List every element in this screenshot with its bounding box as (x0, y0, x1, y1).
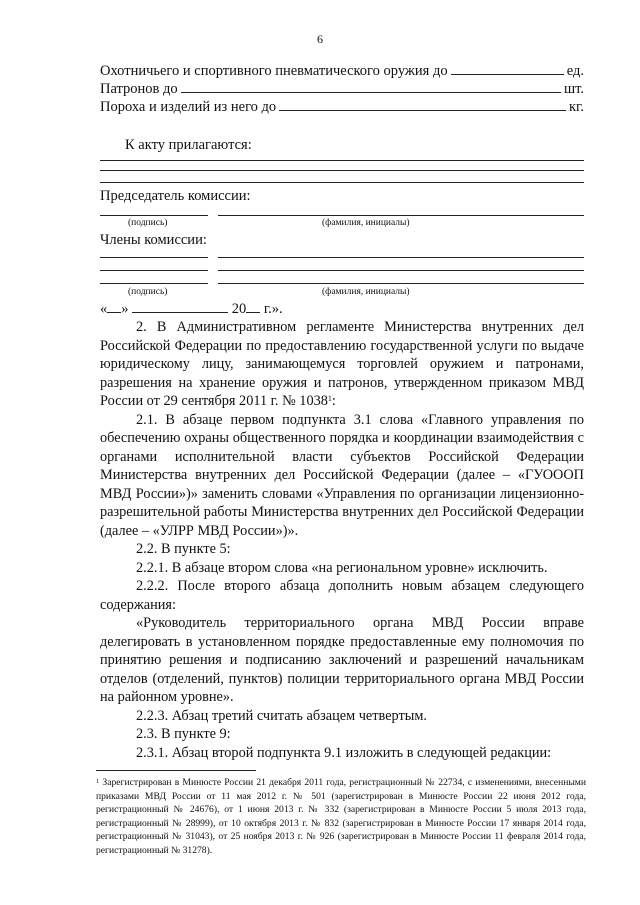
cartridges-blank (181, 80, 561, 93)
chairman-signature-caption: (подпись) (128, 218, 168, 228)
paragraph-2-1: 2.1. В абзаце первом подпункта 3.1 слова «Главного управления по обеспечению охраны общественного порядка и координации взаимодействия с органами исполнительной власти субъектов Российской Федерации Министерства внутренних дел Российской Федерации (далее – «ГУОООП МВД России»)» заменить словами «Управления по организации лицензионно-разрешительной работы Министерства внутренних дел Российской Федерации (далее – «УЛРР МВД России»)». (100, 411, 584, 539)
paragraph-2-3: 2.3. В пункте 9: (136, 726, 231, 742)
paragraph-2-3-1: 2.3.1. Абзац второй подпункта 9.1 изложить в следующей редакции: (136, 744, 552, 761)
member-1-name-line (218, 257, 584, 258)
member-1-signature-line (100, 257, 208, 258)
attachments-line-2 (100, 170, 584, 171)
footnote-separator (96, 770, 256, 771)
powder-label: Пороха и изделий из него до (100, 99, 277, 115)
cartridges-label: Патронов до (100, 81, 178, 97)
powder-blank (279, 98, 566, 111)
footnote-reference: 1 (327, 394, 332, 403)
pneumatic-weapon-label: Охотничьего и спортивного пневматического оружия до (100, 63, 448, 79)
paragraph-2-2-1: 2.2.1. В абзаце втором слова «на региональном уровне» исключить. (136, 559, 548, 576)
paragraph-2-2-2: 2.2.2. После второго абзаца дополнить новым абзацем следующего содержания: (100, 578, 584, 613)
year-prefix: 20 (231, 301, 247, 317)
paragraph-2-text: 2. В Административном регламенте Министерства внутренних дел Российской Федерации по предоставлению государственной услуги по выдаче юридическому лицу, занимающемуся торговлей оружием и патронами, разрешения на хранение оружия и патронов, утвержденном приказом МВД России от 29 сентября 2011 г. № 1038 (100, 319, 584, 409)
members-signature-caption: (подпись) (128, 287, 168, 297)
date-quote-close: » (121, 301, 129, 317)
footnote (96, 776, 586, 858)
powder-line (100, 98, 584, 116)
members-name-caption: (фамилия, инициалы) (322, 287, 410, 297)
chairman-name-caption: (фамилия, инициалы) (322, 218, 410, 228)
footnote-mark: 1 (96, 778, 100, 785)
pneumatic-weapon-unit: ед. (566, 63, 584, 79)
cartridges-line (100, 80, 584, 98)
attachments-line-1 (100, 160, 584, 161)
pneumatic-weapon-line (100, 62, 584, 80)
members-label: Члены комиссии: (100, 232, 207, 248)
attachments-heading: К акту прилагаются: (125, 137, 252, 153)
attachments-line-3 (100, 182, 584, 183)
chairman-name-line (218, 215, 584, 216)
paragraph-2-end: : (331, 393, 336, 409)
cartridges-unit: шт. (563, 81, 584, 97)
chairman-signature-line (100, 215, 208, 216)
month-blank (132, 301, 228, 313)
member-3-name-line (218, 283, 584, 284)
quoted-new-paragraph: «Руководитель территориального органа МВД России вправе делегировать в установленном порядке предоставленные ему полномочия по принятию решения и подписанию заключений и разрешений начальникам отделов (отделений, пунктов) полиции территориального органа МВД России на районном уровне». (100, 615, 584, 705)
powder-unit: кг. (569, 99, 584, 115)
amendment-text (100, 318, 584, 762)
day-blank (107, 301, 121, 313)
footnote-text: Зарегистрирован в Минюсте России 21 декабря 2011 года, регистрационный № 22734, с изменениями, внесенными приказами МВД России от 11 мая 2012 г. № 501 (зарегистрирован в Минюсте России 22 июня 2012 года, регистрационный № 24676), от 1 июня 2013 г. № 332 (зарегистрирован в Минюсте России 5 июля 2013 года, регистрационный № 28999), от 10 октября 2013 г. № 832 (зарегистрирован в Минюсте России 17 января 2014 года, регистрационный № 31043), от 25 ноября 2013 г. № 926 (зарегистрирован в Минюсте России 11 февраля 2014 года, регистрационный № 31278). (96, 777, 586, 856)
member-3-signature-line (100, 283, 208, 284)
year-blank (246, 301, 260, 313)
date-quote-open: « (100, 301, 108, 317)
member-2-signature-line (100, 270, 208, 271)
paragraph-2-2-3: 2.2.3. Абзац третий считать абзацем четвертым. (136, 707, 427, 724)
pneumatic-weapon-blank (451, 62, 564, 75)
paragraph-2 (100, 318, 584, 411)
date-line (100, 301, 283, 318)
year-suffix: г.». (263, 301, 283, 317)
member-2-name-line (218, 270, 584, 271)
page-number: 6 (317, 32, 323, 46)
paragraph-2-2: 2.2. В пункте 5: (136, 541, 231, 557)
chairman-label: Председатель комиссии: (100, 188, 251, 204)
